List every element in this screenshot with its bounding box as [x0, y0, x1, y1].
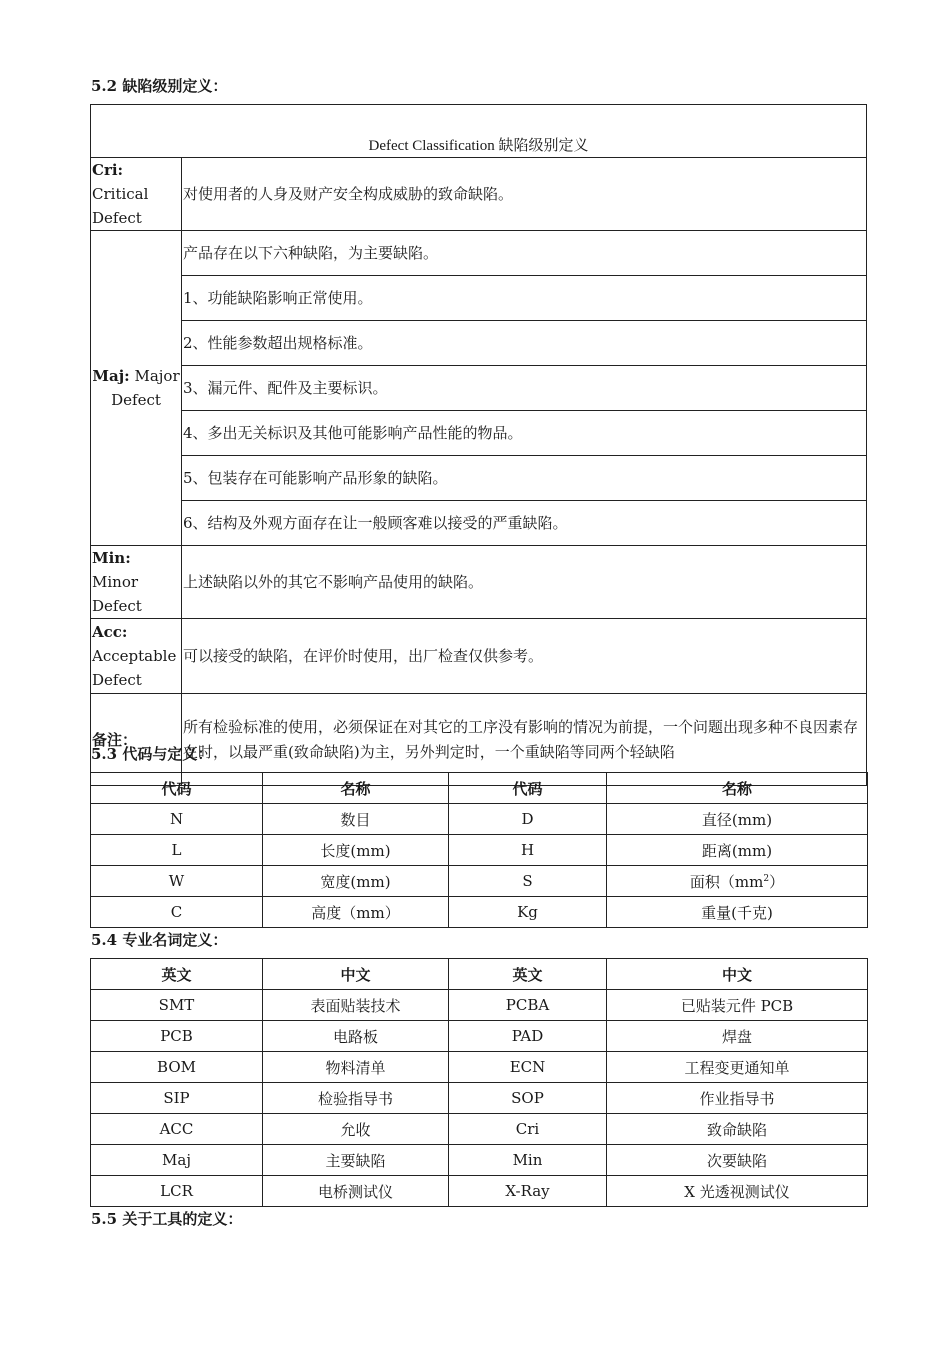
min-label-code: Min: [92, 549, 131, 567]
note-description: 所有检验标准的使用，必须保证在对其它的工序没有影响的情况为前提，一个问题出现多种不良因素存在时，以最严重(致命缺陷)为主，另外判定时，一个重缺陷等同两个轻缺陷 [182, 694, 867, 786]
table-cell: 焊盘 [607, 1021, 868, 1052]
acc-label-code: Acc: [92, 623, 128, 641]
table-row [91, 1083, 868, 1114]
min-description: 上述缺陷以外的其它不影响产品使用的缺陷。 [182, 546, 867, 619]
table-cell: BOM [91, 1052, 263, 1083]
cri-row [91, 158, 867, 231]
table-row [91, 990, 868, 1021]
acc-row [91, 619, 867, 694]
col-header: 名称 [263, 773, 449, 804]
table-cell: 工程变更通知单 [607, 1052, 868, 1083]
maj-item: 6、结构及外观方面存在让一般顾客难以接受的严重缺陷。 [182, 501, 867, 546]
col-header: 代码 [449, 773, 607, 804]
table-cell: D [449, 804, 607, 835]
section-5-2-heading: 5.2 缺陷级别定义： [91, 77, 228, 95]
cri-label-text: Critical Defect [92, 185, 149, 227]
table-cell: Min [449, 1145, 607, 1176]
cri-description: 对使用者的人身及财产安全构成威胁的致命缺陷。 [182, 158, 867, 231]
table-cell: PCB [91, 1021, 263, 1052]
table-cell: PAD [449, 1021, 607, 1052]
min-label-text: Minor Defect [92, 573, 142, 615]
table-header-row [91, 959, 868, 990]
min-row [91, 546, 867, 619]
area-label: 面积（mm [689, 872, 764, 891]
acc-label-text: Acceptable Defect [92, 647, 177, 689]
table-cell: 作业指导书 [607, 1083, 868, 1114]
table-cell: 直径(mm) [607, 804, 868, 835]
table-cell: 重量(千克) [607, 897, 868, 928]
table-cell: SOP [449, 1083, 607, 1114]
table-cell: C [91, 897, 263, 928]
table-cell: Cri [449, 1114, 607, 1145]
table-cell: 高度（mm） [263, 897, 449, 928]
terminology-table [90, 958, 868, 1207]
code-definition-table [90, 772, 868, 928]
acc-label [91, 619, 182, 694]
table-cell: W [91, 866, 263, 897]
maj-item: 4、多出无关标识及其他可能影响产品性能的物品。 [182, 411, 867, 456]
table-cell: Maj [91, 1145, 263, 1176]
table-cell: S [449, 866, 607, 897]
table-cell: ECN [449, 1052, 607, 1083]
col-header: 中文 [263, 959, 449, 990]
cri-label [91, 158, 182, 231]
table-row [91, 1176, 868, 1207]
table-cell: 次要缺陷 [607, 1145, 868, 1176]
min-label [91, 546, 182, 619]
table-cell: 检验指导书 [263, 1083, 449, 1114]
table-cell: 主要缺陷 [263, 1145, 449, 1176]
table-cell: X 光透视测试仪 [607, 1176, 868, 1207]
table-cell: 电桥测试仪 [263, 1176, 449, 1207]
section-5-4-heading: 5.4 专业名词定义： [91, 931, 228, 949]
table-cell: 允收 [263, 1114, 449, 1145]
acc-description: 可以接受的缺陷，在评价时使用，出厂检查仅供参考。 [182, 619, 867, 694]
maj-item: 2、性能参数超出规格标准。 [182, 321, 867, 366]
table-cell: H [449, 835, 607, 866]
area-label-close: ） [769, 872, 785, 891]
maj-label-text: Major Defect [111, 367, 180, 409]
defect-classification-table [90, 104, 867, 786]
cri-label-code: Cri: [92, 161, 124, 179]
table-cell: LCR [91, 1176, 263, 1207]
superscript: 2 [763, 873, 770, 884]
col-header: 英文 [91, 959, 263, 990]
maj-item: 3、漏元件、配件及主要标识。 [182, 366, 867, 411]
table-cell: 表面贴装技术 [263, 990, 449, 1021]
table-cell [607, 866, 868, 897]
col-header: 名称 [607, 773, 868, 804]
table-row [91, 1114, 868, 1145]
table-cell: 物料清单 [263, 1052, 449, 1083]
table-cell: SIP [91, 1083, 263, 1114]
maj-label [91, 231, 182, 546]
table-row [91, 835, 868, 866]
table-cell: 宽度(mm) [263, 866, 449, 897]
table-cell: ACC [91, 1114, 263, 1145]
section-5-3-heading: 5.3 代码与定义： [91, 745, 213, 763]
maj-item: 5、包装存在可能影响产品形象的缺陷。 [182, 456, 867, 501]
table-cell: 数目 [263, 804, 449, 835]
table-cell: 已贴装元件 PCB [607, 990, 868, 1021]
table-cell: Kg [449, 897, 607, 928]
table-cell: 距离(mm) [607, 835, 868, 866]
col-header: 中文 [607, 959, 868, 990]
maj-item: 1、功能缺陷影响正常使用。 [182, 276, 867, 321]
table-row [91, 897, 868, 928]
table-cell: SMT [91, 990, 263, 1021]
table-row [91, 1145, 868, 1176]
table-row [91, 866, 868, 897]
maj-label-code: Maj: [92, 367, 130, 385]
table-cell: 长度(mm) [263, 835, 449, 866]
table-row [91, 804, 868, 835]
col-header: 英文 [449, 959, 607, 990]
table-cell: N [91, 804, 263, 835]
table-cell: 电路板 [263, 1021, 449, 1052]
table-header-row [91, 773, 868, 804]
maj-row [91, 231, 867, 276]
table-row [91, 1052, 868, 1083]
table-cell: PCBA [449, 990, 607, 1021]
table-title-row [91, 105, 867, 158]
section-5-5-heading: 5.5 关于工具的定义： [91, 1210, 243, 1228]
table-cell: L [91, 835, 263, 866]
col-header: 代码 [91, 773, 263, 804]
note-label: 备注： [91, 694, 182, 786]
table-row [91, 1021, 868, 1052]
table-cell: 致命缺陷 [607, 1114, 868, 1145]
table-cell: X-Ray [449, 1176, 607, 1207]
maj-item: 产品存在以下六种缺陷，为主要缺陷。 [182, 231, 867, 276]
table-title: Defect Classification 缺陷级别定义 [91, 105, 867, 158]
